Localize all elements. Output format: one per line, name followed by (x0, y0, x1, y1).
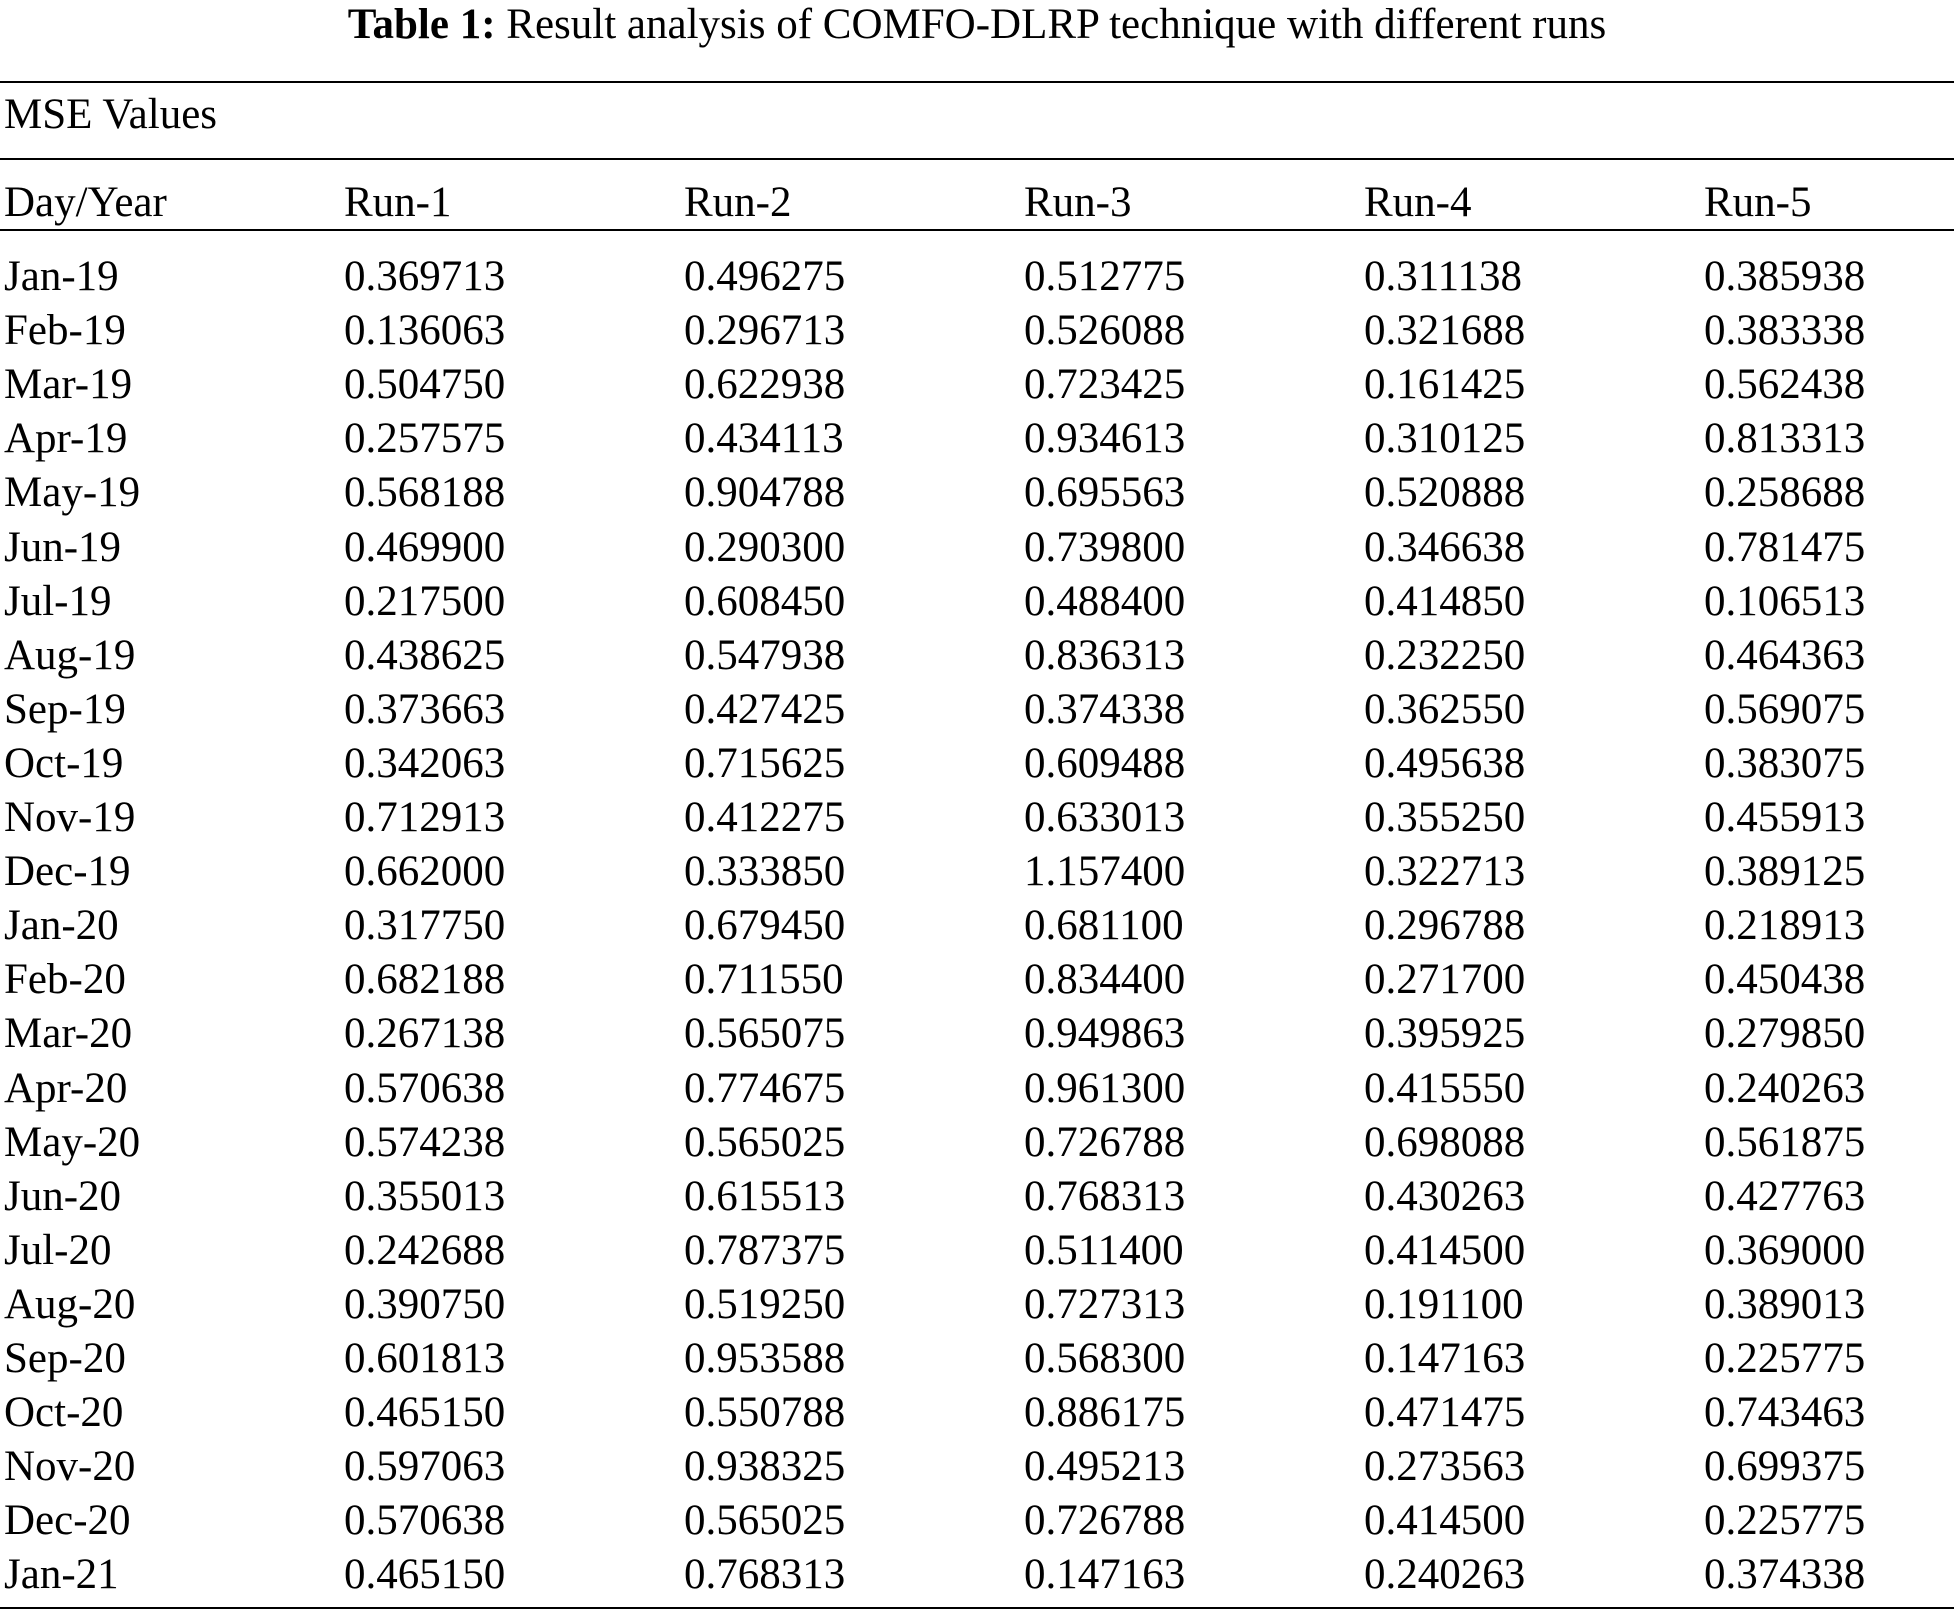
row-date-cell: Jan-20 (4, 902, 119, 949)
table-cell: 0.346638 (1364, 524, 1526, 571)
table-cell: 0.389013 (1704, 1281, 1866, 1328)
row-date-cell: Jan-21 (4, 1551, 119, 1598)
table-cell: 0.427763 (1704, 1173, 1866, 1220)
table-caption (0, 0, 1954, 50)
table-cell: 0.465150 (344, 1551, 506, 1598)
row-date-cell: Aug-19 (4, 632, 136, 679)
table-cell: 0.615513 (684, 1173, 846, 1220)
table-cell: 0.310125 (1364, 415, 1526, 462)
table-cell: 0.699375 (1704, 1443, 1866, 1490)
table-cell: 0.258688 (1704, 469, 1866, 516)
row-date-cell: Oct-19 (4, 740, 124, 787)
table-row (0, 1224, 1954, 1278)
table-cell: 0.679450 (684, 902, 846, 949)
row-date-cell: Nov-20 (4, 1443, 136, 1490)
table-cell: 0.562438 (1704, 361, 1866, 408)
table-cell: 0.240263 (1364, 1551, 1526, 1598)
table-row (0, 899, 1954, 953)
table-cell: 0.383075 (1704, 740, 1866, 787)
table-cell: 0.362550 (1364, 686, 1526, 733)
table-cell: 0.217500 (344, 578, 506, 625)
table-cell: 0.136063 (344, 307, 506, 354)
table-cell: 0.565025 (684, 1497, 846, 1544)
table-cell: 0.257575 (344, 415, 506, 462)
table-cell: 0.271700 (1364, 956, 1526, 1003)
table-cell: 0.450438 (1704, 956, 1866, 1003)
table-cell: 0.715625 (684, 740, 846, 787)
table-cell: 0.550788 (684, 1389, 846, 1436)
table-cell: 0.520888 (1364, 469, 1526, 516)
row-date-cell: Mar-20 (4, 1010, 133, 1057)
table-cell: 0.488400 (1024, 578, 1186, 625)
table-cell: 0.608450 (684, 578, 846, 625)
table-cell: 0.711550 (684, 956, 844, 1003)
table-cell: 0.333850 (684, 848, 846, 895)
table-cell: 0.369000 (1704, 1227, 1866, 1274)
table-row (0, 358, 1954, 412)
table-cell: 0.781475 (1704, 524, 1866, 571)
table-cell: 0.414500 (1364, 1497, 1526, 1544)
table-row (0, 304, 1954, 358)
table-cell: 0.834400 (1024, 956, 1186, 1003)
table-cell: 0.727313 (1024, 1281, 1186, 1328)
column-header: Run-5 (1704, 179, 1812, 226)
table-row (0, 412, 1954, 466)
table-cell: 0.469900 (344, 524, 506, 571)
table-cell: 0.712913 (344, 794, 506, 841)
table-cell: 0.427425 (684, 686, 846, 733)
table-row (0, 683, 1954, 737)
table-cell: 0.886175 (1024, 1389, 1186, 1436)
row-date-cell: Feb-19 (4, 307, 126, 354)
table-cell: 0.342063 (344, 740, 506, 787)
row-date-cell: Jun-20 (4, 1173, 122, 1220)
header-row (0, 176, 1954, 230)
table-cell: 0.519250 (684, 1281, 846, 1328)
table-cell: 0.464363 (1704, 632, 1866, 679)
table-cell: 0.511400 (1024, 1227, 1184, 1274)
table-cell: 0.565075 (684, 1010, 846, 1057)
table-cell: 0.695563 (1024, 469, 1186, 516)
table-cell: 0.609488 (1024, 740, 1186, 787)
table-row (0, 629, 1954, 683)
table-cell: 0.574238 (344, 1119, 506, 1166)
table-cell: 0.369713 (344, 253, 506, 300)
table-cell: 0.374338 (1704, 1551, 1866, 1598)
table-row (0, 1494, 1954, 1548)
table-cell: 0.662000 (344, 848, 506, 895)
table-cell: 0.296788 (1364, 902, 1526, 949)
table-cell: 0.430263 (1364, 1173, 1526, 1220)
table-cell: 0.601813 (344, 1335, 506, 1382)
table-cell: 0.622938 (684, 361, 846, 408)
table-cell: 0.813313 (1704, 415, 1866, 462)
table-cell: 0.390750 (344, 1281, 506, 1328)
table-cell: 0.768313 (684, 1551, 846, 1598)
table-cell: 1.157400 (1024, 848, 1186, 895)
table-cell: 0.504750 (344, 361, 506, 408)
table-cell: 0.412275 (684, 794, 846, 841)
table-cell: 0.225775 (1704, 1335, 1866, 1382)
row-date-cell: Nov-19 (4, 794, 136, 841)
header-rule (0, 229, 1954, 231)
table-cell: 0.698088 (1364, 1119, 1526, 1166)
row-date-cell: Sep-20 (4, 1335, 126, 1382)
table-cell: 0.726788 (1024, 1497, 1186, 1544)
column-header: Run-2 (684, 179, 792, 226)
table-cell: 0.768313 (1024, 1173, 1186, 1220)
table-cell: 0.290300 (684, 524, 846, 571)
row-date-cell: Jun-19 (4, 524, 122, 571)
table-row (0, 521, 1954, 575)
table-cell: 0.311138 (1364, 253, 1523, 300)
table-cell: 0.240263 (1704, 1065, 1866, 1112)
table-cell: 0.787375 (684, 1227, 846, 1274)
row-date-cell: Dec-19 (4, 848, 131, 895)
table-cell: 0.495638 (1364, 740, 1526, 787)
table-cell: 0.471475 (1364, 1389, 1526, 1436)
table-cell: 0.438625 (344, 632, 506, 679)
table-cell: 0.147163 (1024, 1551, 1186, 1598)
table-cell: 0.836313 (1024, 632, 1186, 679)
row-date-cell: Jan-19 (4, 253, 119, 300)
table-cell: 0.681100 (1024, 902, 1184, 949)
table-cell: 0.496275 (684, 253, 846, 300)
top-rule (0, 81, 1954, 83)
table-row (0, 791, 1954, 845)
table-cell: 0.414850 (1364, 578, 1526, 625)
table-cell: 0.561875 (1704, 1119, 1866, 1166)
table-cell: 0.321688 (1364, 307, 1526, 354)
table-cell: 0.242688 (344, 1227, 506, 1274)
table-row (0, 1440, 1954, 1494)
table-cell: 0.465150 (344, 1389, 506, 1436)
table-cell: 0.904788 (684, 469, 846, 516)
table-cell: 0.267138 (344, 1010, 506, 1057)
table-cell: 0.569075 (1704, 686, 1866, 733)
row-date-cell: Oct-20 (4, 1389, 124, 1436)
table-row (0, 1278, 1954, 1332)
table-cell: 0.279850 (1704, 1010, 1866, 1057)
table-cell: 0.374338 (1024, 686, 1186, 733)
table-cell: 0.191100 (1364, 1281, 1524, 1328)
table-row (0, 250, 1954, 304)
table-cell: 0.273563 (1364, 1443, 1526, 1490)
table-cell: 0.934613 (1024, 415, 1186, 462)
table-cell: 0.726788 (1024, 1119, 1186, 1166)
table-cell: 0.565025 (684, 1119, 846, 1166)
table-cell: 0.633013 (1024, 794, 1186, 841)
caption-label: Table 1: (347, 1, 496, 48)
table-row (0, 1116, 1954, 1170)
table-row (0, 466, 1954, 520)
table-row (0, 737, 1954, 791)
section-rule (0, 158, 1954, 160)
table-cell: 0.373663 (344, 686, 506, 733)
table-row (0, 1386, 1954, 1440)
table-cell: 0.106513 (1704, 578, 1866, 625)
column-header: Run-4 (1364, 179, 1472, 226)
table-cell: 0.774675 (684, 1065, 846, 1112)
table-cell: 0.568188 (344, 469, 506, 516)
table-cell: 0.723425 (1024, 361, 1186, 408)
table-cell: 0.296713 (684, 307, 846, 354)
table-cell: 0.147163 (1364, 1335, 1526, 1382)
table-cell: 0.385938 (1704, 253, 1866, 300)
table-cell: 0.570638 (344, 1065, 506, 1112)
table-cell: 0.949863 (1024, 1010, 1186, 1057)
table-row (0, 1062, 1954, 1116)
table-cell: 0.395925 (1364, 1010, 1526, 1057)
table-cell: 0.415550 (1364, 1065, 1526, 1112)
row-date-cell: May-19 (4, 469, 141, 516)
table-cell: 0.953588 (684, 1335, 846, 1382)
table-cell: 0.568300 (1024, 1335, 1186, 1382)
table-cell: 0.383338 (1704, 307, 1866, 354)
row-date-cell: May-20 (4, 1119, 141, 1166)
table-cell: 0.961300 (1024, 1065, 1186, 1112)
bottom-rule (0, 1607, 1954, 1609)
table-cell: 0.322713 (1364, 848, 1526, 895)
row-date-cell: Dec-20 (4, 1497, 131, 1544)
row-date-cell: Feb-20 (4, 956, 126, 1003)
table-cell: 0.682188 (344, 956, 506, 1003)
table-cell: 0.317750 (344, 902, 506, 949)
table-row (0, 1332, 1954, 1386)
table-cell: 0.218913 (1704, 902, 1866, 949)
table-cell: 0.434113 (684, 415, 844, 462)
table-cell: 0.512775 (1024, 253, 1186, 300)
table-cell: 0.455913 (1704, 794, 1866, 841)
table-row (0, 845, 1954, 899)
row-date-cell: Mar-19 (4, 361, 133, 408)
caption-text: Result analysis of COMFO-DLRP technique with different runs (506, 1, 1607, 48)
column-header: Run-1 (344, 179, 452, 226)
column-header: Run-3 (1024, 179, 1132, 226)
table-row (0, 953, 1954, 1007)
table-cell: 0.232250 (1364, 632, 1526, 679)
row-date-cell: Apr-20 (4, 1065, 128, 1112)
row-date-cell: Sep-19 (4, 686, 126, 733)
table-cell: 0.570638 (344, 1497, 506, 1544)
table-cell: 0.526088 (1024, 307, 1186, 354)
table-row (0, 575, 1954, 629)
table-cell: 0.161425 (1364, 361, 1526, 408)
table-row (0, 1007, 1954, 1061)
table-row (0, 1170, 1954, 1224)
table-row (0, 1548, 1954, 1602)
table-cell: 0.597063 (344, 1443, 506, 1490)
row-date-cell: Jul-19 (4, 578, 112, 625)
table-cell: 0.355250 (1364, 794, 1526, 841)
section-label: MSE Values (4, 91, 218, 138)
column-header: Day/Year (4, 179, 167, 226)
row-date-cell: Jul-20 (4, 1227, 112, 1274)
table-cell: 0.225775 (1704, 1497, 1866, 1544)
row-date-cell: Apr-19 (4, 415, 128, 462)
table-cell: 0.938325 (684, 1443, 846, 1490)
table-cell: 0.547938 (684, 632, 846, 679)
table-cell: 0.743463 (1704, 1389, 1866, 1436)
row-date-cell: Aug-20 (4, 1281, 136, 1328)
table-cell: 0.389125 (1704, 848, 1866, 895)
table-cell: 0.739800 (1024, 524, 1186, 571)
table-cell: 0.414500 (1364, 1227, 1526, 1274)
table-cell: 0.355013 (344, 1173, 506, 1220)
table-cell: 0.495213 (1024, 1443, 1186, 1490)
